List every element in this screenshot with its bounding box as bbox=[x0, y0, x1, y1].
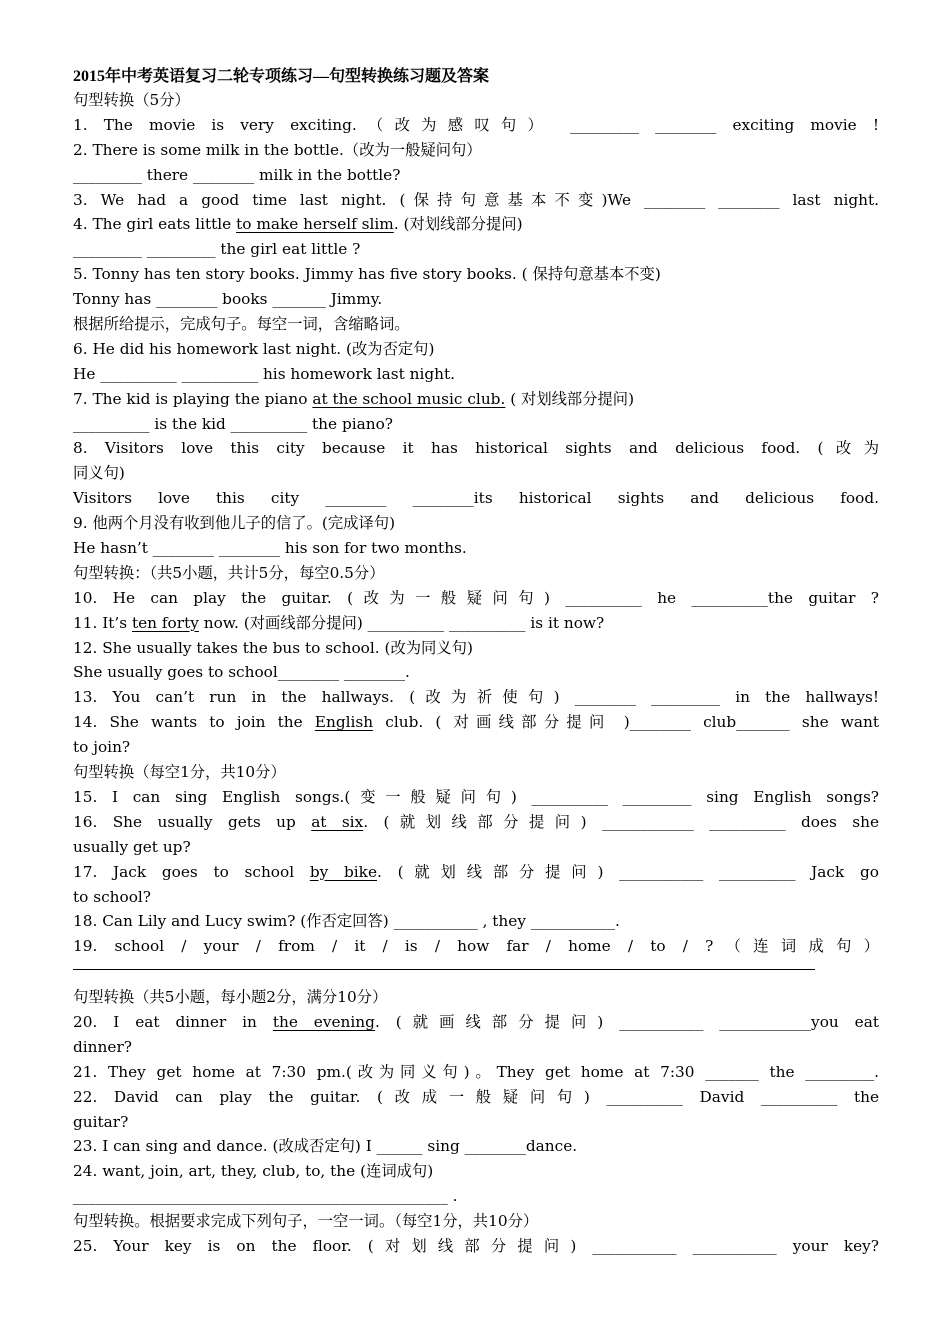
text-line: 17. Jack goes to school by bike. (就划线部分提问) ___________ __________ Jack go bbox=[73, 862, 879, 881]
text-line: _________________________________________________ . bbox=[73, 1187, 458, 1206]
text-line: 4. The girl eats little to make herself slim. (对划线部分提问) bbox=[73, 215, 523, 234]
text-line: He hasn’t ________ ________ his son for two months. bbox=[73, 539, 467, 558]
text-line: 16. She usually gets up at six. (就划线部分提问) ____________ __________ does she bbox=[73, 812, 879, 831]
text-line: _________ _________ the girl eat little ? bbox=[73, 240, 361, 259]
text-line: 21. They get home at 7:30 pm.(改为同义句)。They get home at 7:30 _______ the _________. bbox=[73, 1062, 879, 1081]
text-line: dinner? bbox=[73, 1037, 132, 1056]
text-line: to join? bbox=[73, 738, 131, 757]
text-line: 8. Visitors love this city because it has historical sights and delicious food. (改为 bbox=[73, 439, 879, 458]
text-line: 根据所给提示，完成句子。每空一词，含缩略词。 bbox=[73, 315, 410, 334]
underlined-phrase: to make herself slim bbox=[236, 215, 394, 234]
document-page bbox=[73, 66, 879, 1259]
underlined-phrase: the evening bbox=[272, 1012, 375, 1031]
text-line: 句型转换（5分） bbox=[73, 91, 190, 109]
text-line: _________ there ________ milk in the bottle? bbox=[73, 165, 401, 184]
text-line: 1. The movie is very exciting.（改为感叹句） _________ ________ exciting movie ! bbox=[73, 115, 879, 134]
text-line: 9. 他两个月没有收到他儿子的信了。(完成译句) bbox=[73, 514, 396, 533]
underlined-phrase: ten forty bbox=[131, 613, 199, 632]
text-line: 14. She wants to join the English club. ( 对画线部分提问 )________ club_______ she want bbox=[73, 713, 879, 732]
text-line: 3. We had a good time last night. (保持句意基本不变)We ________ ________ last night. bbox=[73, 190, 879, 209]
text-line: 19. school / your / from / it / is / how far / home / to / ?（连词成句） bbox=[73, 937, 879, 956]
text-line: 句型转换：（共5小题，共计5分，每空0.5分） bbox=[73, 563, 385, 582]
text-line: She usually goes to school________ ________. bbox=[73, 663, 410, 682]
text-line: 10. He can play the guitar. (改为一般疑问句) __________ he __________the guitar ? bbox=[73, 588, 879, 607]
text-line: 7. The kid is playing the piano at the school music club. ( 对划线部分提问) bbox=[73, 389, 635, 408]
text-line: 句型转换（共5小题，每小题2分，满分10分） bbox=[73, 988, 388, 1007]
text-line: Tonny has ________ books _______ Jimmy. bbox=[73, 290, 383, 309]
exercise-lines bbox=[73, 88, 879, 1259]
text-line: 同义句) bbox=[73, 464, 125, 483]
text-line: 5. Tonny has ten story books. Jimmy has five story books. ( 保持句意基本不变) bbox=[73, 265, 661, 284]
text-line: 句型转换。根据要求完成下列句子，一空一词。（每空1分，共10分） bbox=[73, 1212, 539, 1231]
underlined-phrase: by bike bbox=[309, 862, 377, 881]
underlined-phrase: at six bbox=[311, 812, 364, 831]
text-line: 6. He did his homework last night. (改为否定句) bbox=[73, 339, 435, 358]
text-line: 12. She usually takes the bus to school. (改为同义句) bbox=[73, 638, 473, 657]
text-line: He __________ __________ his homework last night. bbox=[73, 364, 456, 383]
text-line: 15. I can sing English songs.(变一般疑问句) __________ _________ sing English songs? bbox=[73, 787, 879, 806]
text-line: 18. Can Lily and Lucy swim? (作否定回答) ___________ , they ___________. bbox=[73, 912, 620, 931]
text-line: 24. want, join, art, they, club, to, the (连词成句) bbox=[73, 1162, 434, 1181]
text-line: 25. Your key is on the floor. (对划线部分提问) ___________ ___________ your key? bbox=[73, 1236, 879, 1255]
text-line: Visitors love this city ________ ________its historical sights and delicious food. bbox=[73, 489, 879, 508]
text-line: 22. David can play the guitar. (改成一般疑问句) __________ David __________ the bbox=[73, 1087, 879, 1106]
document-title: 2015年中考英语复习二轮专项练习—句型转换练习题及答案 bbox=[73, 68, 490, 85]
text-line: 23. I can sing and dance. (改成否定句) I ______ sing ________dance. bbox=[73, 1137, 578, 1156]
text-line: to school? bbox=[73, 887, 152, 906]
text-line: 20. I eat dinner in the evening. (就画线部分提问) ___________ ____________you eat bbox=[73, 1012, 879, 1031]
text-line: guitar? bbox=[73, 1112, 129, 1131]
answer-line bbox=[73, 959, 815, 970]
text-line: 13. You can’t run in the hallways. (改为祈使句) ________ _________ in the hallways! bbox=[73, 688, 879, 707]
text-line: __________ is the kid __________ the piano? bbox=[73, 414, 394, 433]
text-line: 2. There is some milk in the bottle.（改为一般疑问句） bbox=[73, 140, 482, 159]
underlined-phrase: English bbox=[314, 713, 374, 732]
text-line: usually get up? bbox=[73, 837, 191, 856]
text-line: 句型转换（每空1分，共10分） bbox=[73, 763, 286, 782]
underlined-phrase: at the school music club. bbox=[312, 389, 506, 408]
text-line: 11. It’s ten forty now. (对画线部分提问) __________ __________ is it now? bbox=[73, 613, 605, 632]
